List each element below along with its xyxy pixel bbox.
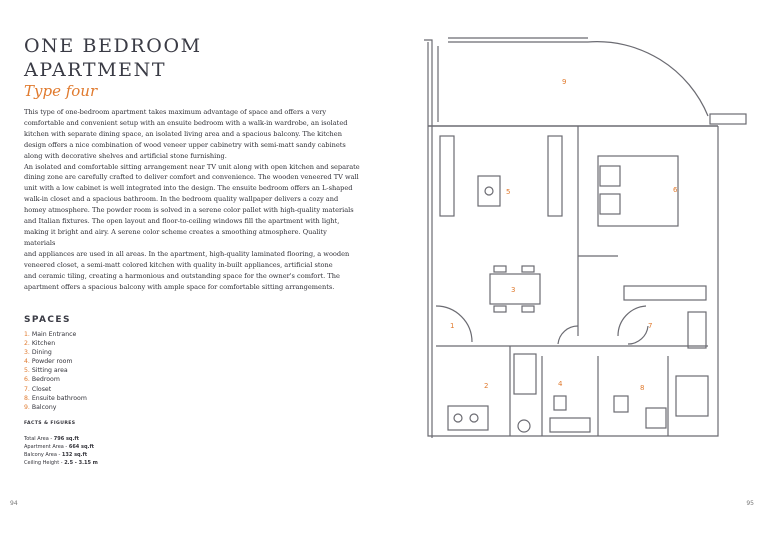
description-line: comfortable and convenient setup with an ensuite bedroom with a walk-in wardrobe, an isolated [24, 118, 348, 127]
page-subtitle: Type four [24, 82, 98, 100]
list-item [24, 385, 87, 394]
closet-shelf [624, 286, 706, 300]
list-item [24, 403, 87, 412]
title-line-2: APARTMENT [24, 59, 167, 81]
toilet [554, 396, 566, 410]
space-number: 1. [24, 331, 30, 338]
sofa [440, 136, 454, 216]
list-item [24, 330, 87, 339]
list-item [24, 394, 87, 403]
pillow [600, 194, 620, 214]
space-label: Balcony [31, 403, 57, 411]
list-item [24, 366, 87, 375]
room-label: 8 [640, 384, 645, 392]
space-label: Main Entrance [31, 331, 77, 338]
facts-list [24, 435, 98, 467]
space-label: Kitchen [31, 340, 56, 348]
closet-shelf [688, 312, 706, 348]
description-line: and ceramic tiling, creating a harmonious and outstanding space for the owner's comfort. The [24, 271, 340, 280]
room-label: 9 [562, 78, 567, 86]
sink [518, 420, 530, 432]
room-label: 2 [484, 382, 489, 390]
space-label: Sitting area [31, 367, 68, 375]
room-label: 4 [558, 380, 563, 388]
room-label: 5 [506, 188, 511, 196]
list-item [24, 443, 98, 451]
space-number: 4. [24, 358, 30, 366]
pillow [600, 166, 620, 186]
description-line: and Italian fixtures. The open layout and floor-to-ceiling windows fill the apartment with light, [24, 217, 340, 226]
fact-label: Balcony Area - [24, 452, 62, 458]
toilet [614, 396, 628, 412]
fact-label: Apartment Area - [24, 444, 69, 450]
description-line: veneered closet, a semi-matt colored kitchen with quality in-built appliances, artificial stone [24, 260, 333, 269]
fact-value: 796 sq.ft [53, 436, 79, 442]
list-item [24, 375, 87, 384]
bath-door [628, 326, 648, 344]
tv-unit [548, 136, 562, 216]
spaces-heading: SPACES [24, 315, 71, 325]
space-number: 5. [24, 367, 30, 375]
outer-wall [428, 42, 718, 436]
room-label: 1 [450, 322, 455, 330]
list-item [24, 339, 87, 348]
space-number: 3. [24, 349, 30, 357]
page-title [24, 34, 360, 82]
title-line-1: ONE BEDROOM [24, 35, 202, 57]
list-item [24, 451, 98, 459]
space-label: Powder room [31, 358, 73, 366]
space-number: 2. [24, 340, 30, 348]
balcony-end [710, 114, 746, 124]
page-number-left: 94 [10, 500, 18, 507]
list-item [24, 435, 98, 443]
text-column [24, 34, 360, 292]
description-line: along with decorative shelves and artificial stone furnishing. [24, 151, 227, 160]
list-item [24, 357, 87, 366]
hob [470, 414, 478, 422]
washbasin-counter [550, 418, 590, 432]
shower [676, 376, 708, 416]
fact-label: Total Area - [24, 436, 54, 442]
powder-door [558, 326, 578, 344]
fact-value: 664 sq.ft [68, 444, 95, 450]
description-line: apartment offers a spacious balcony with ample space for comfortable sitting arrangements. [24, 282, 335, 291]
description-line: This type of one-bedroom apartment takes maximum advantage of space and offers a very [24, 108, 327, 116]
description-line: An isolated and comfortable sitting arrangement near TV unit along with open kitchen and separate [24, 162, 360, 171]
description-line: design offers a nice combination of wood veneer upper cabinetry with semi-matt sandy cabinets [24, 140, 346, 149]
chair [522, 266, 534, 272]
room-label: 7 [648, 322, 653, 330]
fridge [514, 354, 536, 394]
description-line: and appliances are used in all areas. In the apartment, high-quality laminated flooring, a wooden [24, 249, 350, 258]
description-line: walk-in closet and a spacious bathroom. In the bedroom quality wallpaper delivers a cozy and [24, 195, 339, 204]
floor-plan [418, 36, 758, 476]
space-number: 7. [24, 385, 30, 393]
chair [522, 306, 534, 312]
room-label: 6 [673, 186, 678, 194]
fact-label: Ceiling Height - [24, 460, 65, 466]
fact-value: 132 sq.ft [61, 452, 88, 458]
list-item [24, 348, 87, 357]
space-label: Ensuite bathroom [31, 394, 87, 402]
description-line: dining zone are carefully crafted to deliver comfort and convenience. The wooden veneered TV wall [24, 173, 359, 182]
description-line: unit with a low cabinet is well integrated into the design. The ensuite bedroom offers an L-shaped [24, 184, 353, 193]
facts-heading: FACTS & FIGURES [24, 421, 76, 426]
spaces-list [24, 330, 87, 412]
space-number: 6. [24, 376, 30, 384]
fact-value: 2.5 - 3.15 m [64, 460, 98, 466]
washbasin [646, 408, 666, 428]
chair [494, 306, 506, 312]
balcony-rail [448, 42, 708, 116]
page-number-right: 95 [746, 500, 754, 507]
chair [494, 266, 506, 272]
hob [454, 414, 462, 422]
space-label: Dining [31, 349, 52, 357]
description-line: homey atmosphere. The powder room is solved in a serene color pallet with high-quality materials [24, 206, 354, 215]
description [24, 107, 360, 292]
closet-door [618, 306, 646, 336]
description-line: kitchen with separate dining space, an isolated living area and a spacious balcony. The kitchen [24, 129, 342, 138]
coffee-table-decor [485, 187, 493, 195]
space-label: Bedroom [31, 376, 60, 384]
description-line: making it bright and airy. A serene color scheme creates a smoothing atmosphere. Quality materials [24, 227, 327, 247]
coffee-table [478, 176, 500, 206]
list-item [24, 459, 98, 467]
space-number: 9. [24, 403, 30, 411]
space-label: Closet [31, 385, 52, 393]
room-label: 3 [511, 286, 516, 294]
space-number: 8. [24, 394, 30, 402]
